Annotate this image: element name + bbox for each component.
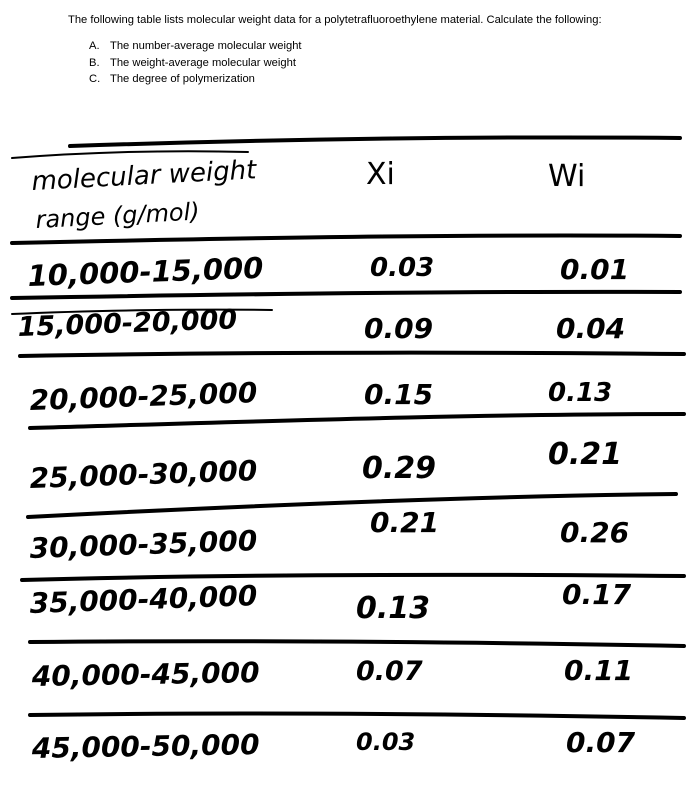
xi-cell: 0.07 bbox=[356, 656, 423, 687]
xi-cell: 0.29 bbox=[362, 451, 437, 486]
table-row bbox=[29, 578, 632, 626]
header-row bbox=[31, 155, 586, 234]
table-body bbox=[17, 251, 635, 765]
rule-line bbox=[30, 714, 684, 718]
task-letter: A. bbox=[89, 40, 100, 52]
range-header-line2: range (g/mol) bbox=[34, 197, 201, 234]
table-row bbox=[31, 726, 636, 765]
table-row bbox=[29, 437, 622, 495]
rule-line bbox=[20, 353, 684, 356]
table-row bbox=[17, 304, 625, 345]
task-letter: B. bbox=[89, 56, 100, 69]
wi-cell: 0.13 bbox=[548, 378, 613, 408]
rule-line bbox=[12, 292, 680, 298]
task-text: The number-average molecular weight bbox=[110, 40, 302, 52]
range-cell: 40,000-45,000 bbox=[31, 656, 260, 693]
range-cell: 30,000-35,000 bbox=[29, 524, 258, 565]
xi-header: Xi bbox=[366, 157, 395, 192]
rule-line bbox=[70, 137, 680, 146]
task-text: The weight-average molecular weight bbox=[110, 56, 296, 69]
range-header-line1: molecular weight bbox=[30, 155, 258, 197]
task-letter: C. bbox=[89, 73, 101, 85]
wi-cell: 0.17 bbox=[562, 578, 632, 611]
range-cell: 10,000-15,000 bbox=[27, 250, 264, 293]
xi-cell: 0.09 bbox=[364, 312, 434, 345]
task-text: The degree of polymerization bbox=[110, 73, 255, 85]
range-cell: 45,000-50,000 bbox=[31, 728, 260, 765]
problem-intro: The following table lists molecular weight data for a polytetrafluoroethylene material. Calculate the following: bbox=[68, 14, 602, 26]
range-cell: 35,000-40,000 bbox=[29, 579, 258, 620]
wi-cell: 0.07 bbox=[566, 726, 636, 759]
rule-line bbox=[30, 641, 684, 646]
rule-line bbox=[28, 494, 676, 517]
wi-cell: 0.26 bbox=[560, 516, 630, 549]
table-row bbox=[31, 654, 634, 693]
wi-header: Wi bbox=[548, 159, 586, 194]
range-cell: 25,000-30,000 bbox=[29, 454, 258, 495]
rule-line bbox=[30, 414, 684, 428]
wi-cell: 0.01 bbox=[560, 253, 630, 286]
wi-cell: 0.04 bbox=[556, 312, 626, 345]
wi-cell: 0.21 bbox=[548, 437, 623, 472]
xi-cell: 0.03 bbox=[370, 253, 435, 283]
table-row bbox=[27, 251, 629, 293]
xi-cell: 0.15 bbox=[364, 378, 434, 411]
table-row bbox=[29, 506, 629, 565]
range-cell: 20,000-25,000 bbox=[29, 376, 258, 417]
xi-cell: 0.13 bbox=[356, 591, 431, 626]
wi-cell: 0.11 bbox=[564, 654, 634, 687]
xi-cell: 0.03 bbox=[356, 728, 416, 756]
xi-cell: 0.21 bbox=[370, 506, 440, 539]
range-cell: 15,000-20,000 bbox=[17, 304, 238, 343]
rule-line bbox=[12, 235, 680, 243]
table-row bbox=[29, 376, 612, 417]
